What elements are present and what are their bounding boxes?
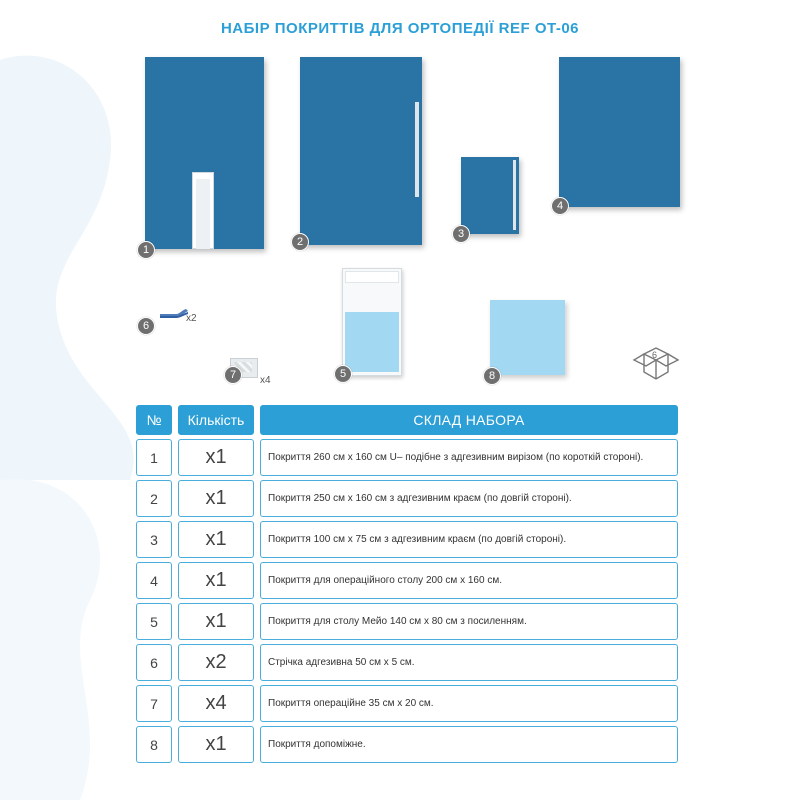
row-num: 2 — [136, 480, 172, 517]
row-desc: Покриття 100 см х 75 см з адгезивним краєм (по довгій стороні). — [260, 521, 678, 558]
ref-code: REF OT-06 — [498, 20, 580, 37]
box-icon — [630, 340, 682, 386]
row-desc: Покриття операційне 35 см х 20 см. — [260, 685, 678, 722]
row-num: 3 — [136, 521, 172, 558]
row-qty: x4 — [178, 685, 254, 722]
row-qty: x1 — [178, 726, 254, 763]
table-row — [136, 521, 678, 558]
box-icon-number: 6 — [652, 350, 658, 360]
table-row — [136, 726, 678, 763]
row-desc: Покриття 260 см х 160 см U– подібне з адгезивним вирізом (по короткій стороні). — [260, 439, 678, 476]
table-row — [136, 562, 678, 599]
item-2-image — [300, 57, 424, 245]
badge-3: 3 — [452, 225, 470, 243]
item-6-qty: x2 — [186, 313, 197, 324]
table-row — [136, 439, 678, 476]
row-num: 1 — [136, 439, 172, 476]
item-1-image — [145, 57, 265, 249]
item-7-qty: x4 — [260, 375, 271, 386]
page-title — [0, 20, 800, 37]
badge-7: 7 — [224, 366, 242, 384]
header-qty: Кількість — [178, 405, 254, 435]
table-header — [136, 405, 678, 442]
item-4-image — [559, 57, 681, 207]
row-desc: Покриття для операційного столу 200 см х 160 см. — [260, 562, 678, 599]
row-num: 7 — [136, 685, 172, 722]
item-3-image — [461, 157, 521, 235]
row-qty: x1 — [178, 521, 254, 558]
row-qty: x1 — [178, 439, 254, 476]
badge-5: 5 — [334, 365, 352, 383]
badge-2: 2 — [291, 233, 309, 251]
badge-8: 8 — [483, 367, 501, 385]
row-qty: x1 — [178, 603, 254, 640]
table-row — [136, 603, 678, 640]
table-row — [136, 685, 678, 722]
table-row — [136, 480, 678, 517]
row-qty: x2 — [178, 644, 254, 681]
row-qty: x1 — [178, 562, 254, 599]
row-desc: Покриття допоміжне. — [260, 726, 678, 763]
title-text: НАБІР ПОКРИТТІВ ДЛЯ ОРТОПЕДІЇ — [220, 20, 494, 37]
row-num: 5 — [136, 603, 172, 640]
header-desc: СКЛАД НАБОРА — [260, 405, 678, 435]
row-desc: Покриття для столу Мейо 140 см х 80 см з посиленням. — [260, 603, 678, 640]
row-num: 8 — [136, 726, 172, 763]
table-row — [136, 644, 678, 681]
header-num: № — [136, 405, 172, 435]
row-desc: Покриття 250 см х 160 см з адгезивним краєм (по довгій стороні). — [260, 480, 678, 517]
badge-1: 1 — [137, 241, 155, 259]
item-5-image — [342, 268, 402, 376]
badge-6: 6 — [137, 317, 155, 335]
row-qty: x1 — [178, 480, 254, 517]
row-num: 6 — [136, 644, 172, 681]
row-desc: Стрічка адгезивна 50 см х 5 см. — [260, 644, 678, 681]
badge-4: 4 — [551, 197, 569, 215]
item-8-image — [490, 300, 566, 376]
row-num: 4 — [136, 562, 172, 599]
